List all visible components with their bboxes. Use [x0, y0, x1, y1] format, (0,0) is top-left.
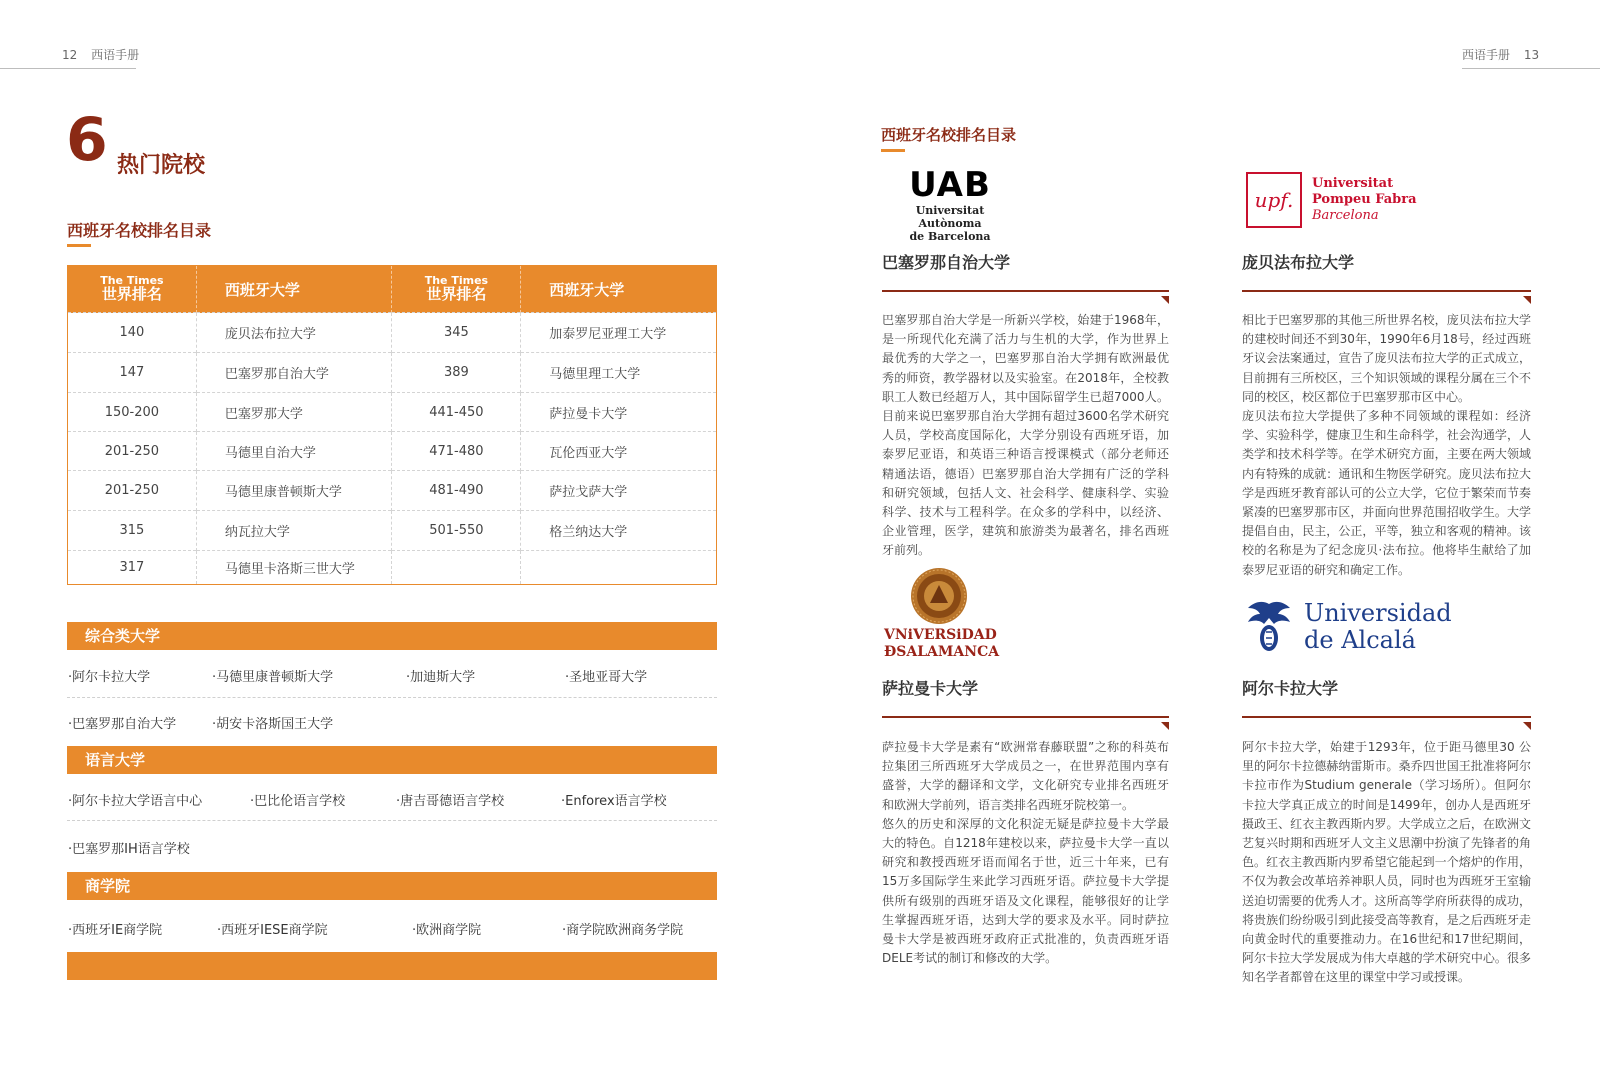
salamanca-description — [882, 738, 1169, 968]
salamanca-seal-icon — [910, 567, 968, 625]
rank-cell: 140 — [68, 313, 197, 353]
category-item: ·圣地亚哥大学 — [565, 670, 648, 685]
category-item: ·马德里康普顿斯大学 — [212, 670, 334, 685]
alcala-description — [1242, 738, 1531, 988]
uab-logo-line: de Barcelona — [909, 230, 991, 243]
uab-rule-tick — [1161, 296, 1169, 304]
upf-logo-line: Barcelona — [1312, 208, 1379, 223]
university-cell: 马德里卡洛斯三世大学 — [196, 551, 392, 585]
salamanca-rule-tick — [1161, 722, 1169, 730]
footer-bar — [67, 952, 717, 980]
uab-logo-line: Universitat Autònoma — [915, 204, 985, 230]
upf-description — [1242, 311, 1531, 580]
university-cell: 马德里理工大学 — [521, 353, 717, 393]
category-bar-language: 语言大学 — [67, 746, 717, 774]
category-item: ·商学院欧洲商务学院 — [562, 923, 684, 938]
university-cell: 庞贝法布拉大学 — [196, 313, 392, 353]
university-cell: 马德里康普顿斯大学 — [196, 471, 392, 511]
category-bar-comprehensive: 综合类大学 — [67, 622, 717, 650]
rank-cell: 201-250 — [68, 471, 197, 511]
category-item: ·加迪斯大学 — [406, 670, 476, 685]
alcala-logo-text — [1304, 600, 1452, 654]
rank-header-bottom: 世界排名 — [426, 284, 487, 303]
rank-cell: 389 — [392, 353, 521, 393]
university-cell — [521, 551, 717, 585]
university-cell: 巴塞罗那大学 — [196, 393, 392, 432]
salamanca-logo-line: ÐSALAMANCA — [884, 644, 1000, 660]
university-header: 西班牙大学 — [521, 266, 717, 313]
category-item: ·巴比伦语言学校 — [250, 794, 346, 809]
university-cell: 萨拉曼卡大学 — [521, 393, 717, 432]
ranking-subtitle-accent — [67, 244, 91, 247]
uab-rule — [882, 290, 1169, 292]
salamanca-name: 萨拉曼卡大学 — [882, 679, 979, 698]
alcala-crest-icon — [1244, 598, 1294, 656]
category-item: ·西班牙IESE商学院 — [217, 923, 328, 938]
rank-cell: 501-550 — [392, 511, 521, 551]
upf-name: 庞贝法布拉大学 — [1242, 253, 1355, 272]
ranking-subtitle: 西班牙名校排名目录 — [67, 221, 212, 240]
category-item: ·胡安卡洛斯国王大学 — [212, 717, 334, 732]
right-page-header — [1462, 46, 1539, 63]
right-header-title: 西语手册 — [1462, 48, 1511, 62]
rank-cell: 471-480 — [392, 432, 521, 471]
right-subtitle: 西班牙名校排名目录 — [881, 126, 1017, 144]
category-item: ·阿尔卡拉大学 — [68, 670, 151, 685]
university-cell: 加泰罗尼亚理工大学 — [521, 313, 717, 353]
right-page-number: 13 — [1523, 48, 1540, 62]
right-subtitle-accent — [881, 149, 905, 152]
upf-rule — [1242, 290, 1531, 292]
alcala-logo-line: de Alcalá — [1304, 626, 1416, 654]
rank-header — [68, 266, 197, 313]
alcala-rule-tick — [1523, 722, 1531, 730]
salamanca-paragraph: 萨拉曼卡大学是素有“欧洲常春藤联盟”之称的科英布拉集团三所西班牙大学成员之一，在世界范围内享有盛誉，大学的翻译和文学，文化研究专业排名西班牙和欧洲大学前列，语言类排名西班牙院校第一。 — [882, 740, 1169, 812]
upf-logo-line: Pompeu Fabra — [1312, 192, 1417, 207]
left-page-number: 12 — [62, 48, 78, 62]
left-header-rule — [0, 68, 136, 69]
university-cell: 萨拉戈萨大学 — [521, 471, 717, 511]
category-divider — [67, 820, 717, 821]
university-cell: 马德里自治大学 — [196, 432, 392, 471]
upf-logo-mark: upf. — [1254, 188, 1294, 212]
rank-cell: 317 — [68, 551, 197, 585]
ranking-table — [67, 265, 717, 585]
rank-cell: 315 — [68, 511, 197, 551]
rank-header-top: The Times — [424, 274, 489, 288]
upf-logo-box — [1246, 172, 1302, 228]
rank-header — [392, 266, 521, 313]
category-item: ·阿尔卡拉大学语言中心 — [68, 794, 203, 809]
rank-cell: 201-250 — [68, 432, 197, 471]
uab-logo-mark: UAB — [909, 165, 991, 205]
university-header: 西班牙大学 — [196, 266, 392, 313]
table-row — [68, 432, 717, 471]
category-item: ·唐吉哥德语言学校 — [396, 794, 505, 809]
upf-logo-text — [1312, 176, 1417, 224]
salamanca-logo-text — [884, 627, 1000, 661]
upf-logo-line: Universitat — [1312, 176, 1394, 191]
uab-name: 巴塞罗那自治大学 — [882, 253, 1011, 272]
rank-header-top: The Times — [100, 274, 164, 288]
category-item: ·西班牙IE商学院 — [68, 923, 163, 938]
salamanca-logo-line: VNiVERSiDAD — [884, 627, 997, 643]
category-item: ·欧洲商学院 — [412, 923, 482, 938]
rank-cell: 441-450 — [392, 393, 521, 432]
university-cell: 巴塞罗那自治大学 — [196, 353, 392, 393]
university-cell: 瓦伦西亚大学 — [521, 432, 717, 471]
ranking-header-row — [68, 266, 717, 313]
category-item: ·Enforex语言学校 — [561, 794, 667, 809]
left-page-header — [62, 46, 139, 63]
category-divider — [67, 697, 717, 698]
uab-logo — [886, 165, 1014, 243]
table-row — [68, 313, 717, 353]
rank-cell — [392, 551, 521, 585]
rank-header-bottom: 世界排名 — [101, 284, 162, 303]
table-row — [68, 393, 717, 432]
uab-paragraph: 巴塞罗那自治大学是一所新兴学校，始建于1968年，是一所现代化充满了活力与生机的大学，作为世界上最优秀的大学之一，巴塞罗那自治大学拥有欧洲最优秀的师资，教学器材以及实验室。在2018年，全校教职工人数已经超万人，其中国际留学生已超7000人。 目前来说巴塞罗那自治大学拥有超过3600名学术研究人员，学校高度国际化，大学分别设有西班牙语，加泰罗尼亚语，和英语三种语言授课模式（部分老师还精通法语，德语）巴塞罗那自治大学拥有广泛的学科和研究领域，包括人文、社会科学、健康科学、实验科学、技术与工程科学。在众多的学科中，以经济、企业管理，医学，建筑和旅游类为最著名，排名西班牙前列。 — [882, 313, 1169, 558]
rank-cell: 345 — [392, 313, 521, 353]
alcala-logo-line: Universidad — [1304, 599, 1452, 627]
section-number: 6 — [66, 105, 108, 175]
upf-rule-tick — [1523, 296, 1531, 304]
category-bar-business: 商学院 — [67, 872, 717, 900]
rank-cell: 147 — [68, 353, 197, 393]
upf-paragraph: 庞贝法布拉大学提供了多种不同领域的课程如：经济学、实验科学，健康卫生和生命科学，社会沟通学，人类学和技术科学等。在学术研究方面，主要在两大领域内有特殊的成就：通讯和生物医学研究。庞贝法布拉大学是西班牙教育部认可的公立大学，它位于繁荣而节奏紧凑的巴塞罗那市区，并面向世界范围招收学生。大学提倡自由，民主，公正，平等，独立和客观的精神。该校的名称是为了纪念庞贝·法布拉。他将毕生献给了加泰罗尼亚语的研究和确定工作。 — [1242, 409, 1531, 577]
table-row — [68, 511, 717, 551]
university-cell: 格兰纳达大学 — [521, 511, 717, 551]
university-cell: 纳瓦拉大学 — [196, 511, 392, 551]
left-header-title: 西语手册 — [91, 48, 140, 62]
salamanca-paragraph: 悠久的历史和深厚的文化积淀无疑是萨拉曼卡大学最大的特色。自1218年建校以来，萨拉曼卡大学一直以研究和教授西班牙语而闻名于世，近三十年来，已有15万多国际学生来此学习西班牙语。萨拉曼卡大学提供所有级别的西班牙语及文化课程，能够很好的让学生掌握西班牙语，达到大学的要求及水平。同时萨拉曼卡大学是被西班牙政府正式批准的，负责西班牙语DELE考试的制订和修改的大学。 — [882, 816, 1169, 966]
alcala-rule — [1242, 716, 1531, 718]
alcala-name: 阿尔卡拉大学 — [1242, 679, 1339, 698]
category-item: ·巴塞罗那IH语言学校 — [68, 842, 190, 857]
uab-description — [882, 311, 1169, 561]
upf-paragraph: 相比于巴塞罗那的其他三所世界名校，庞贝法布拉大学的建校时间还不到30年，1990年6月18号，经过西班牙议会法案通过，宣告了庞贝法布拉大学的正式成立，目前拥有三所校区，三个知识领域的课程分属在三个不同的校区，校区都位于巴塞罗那市区中心。 — [1242, 313, 1531, 404]
section-title: 热门院校 — [117, 153, 206, 178]
salamanca-rule — [882, 716, 1169, 718]
right-header-rule — [1462, 68, 1600, 69]
category-item: ·巴塞罗那自治大学 — [68, 717, 177, 732]
table-row — [68, 471, 717, 511]
rank-cell: 481-490 — [392, 471, 521, 511]
table-row — [68, 353, 717, 393]
table-row — [68, 551, 717, 585]
alcala-paragraph: 阿尔卡拉大学，始建于1293年，位于距马德里30 公里的阿尔卡拉德赫纳雷斯市。桑乔四世国王批准将阿尔卡拉市作为Studium generale（学习场所）。但阿尔卡拉大学真正成立的时间是1499年，创办人是西班牙摄政王、红衣主教西斯内罗。大学成立之后，在欧洲文艺复兴时期和西班牙人文主义思潮中扮演了先锋者的角色。红衣主教西斯内罗希望它能起到一个熔炉的作用，不仅为教会改革培养神职人员，同时也为西班牙王室输送迫切需要的优秀人才。这所高等学府所获得的成功，将贵族们纷纷吸引到此接受高等教育，是之后西班牙走向黄金时代的重要推动力。在16世纪和17世纪期间，阿尔卡拉大学发展成为伟大卓越的学术研究中心。很多知名学者都曾在这里的课堂中学习或授课。 — [1242, 740, 1531, 985]
rank-cell: 150-200 — [68, 393, 197, 432]
